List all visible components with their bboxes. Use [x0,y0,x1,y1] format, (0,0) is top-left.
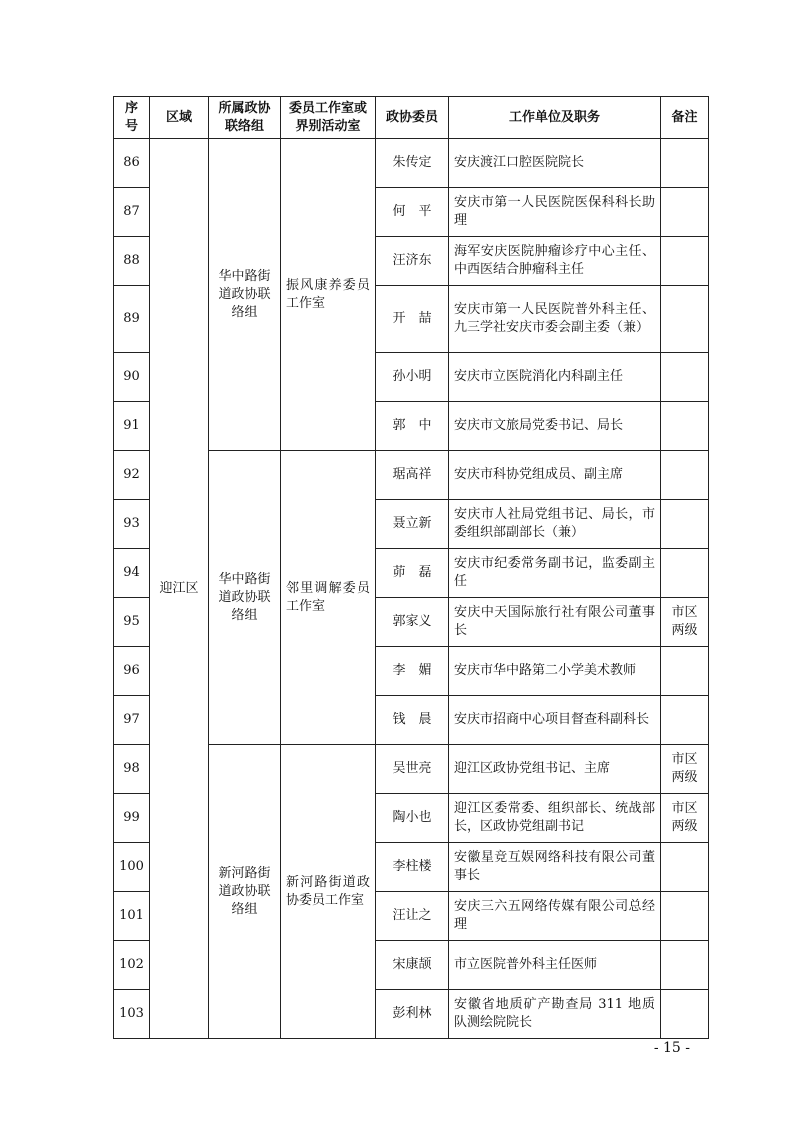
position-cell: 安庆市科协党组成员、副主席 [449,451,661,500]
member-name: 郭 中 [376,402,449,451]
note-cell [661,237,709,286]
seq-cell: 95 [114,598,150,647]
seq-cell: 92 [114,451,150,500]
position-cell: 海军安庆医院肿瘤诊疗中心主任、中西医结合肿瘤科主任 [449,237,661,286]
position-cell: 安庆市人社局党组书记、局长，市委组织部副部长（兼） [449,500,661,549]
position-cell: 安庆渡江口腔医院院长 [449,139,661,188]
position-cell: 安庆三六五网络传媒有限公司总经理 [449,892,661,941]
member-name: 汪济东 [376,237,449,286]
seq-cell: 88 [114,237,150,286]
member-name: 汪让之 [376,892,449,941]
note-cell: 市区两级 [661,794,709,843]
header-studio: 委员工作室或界别活动室 [281,97,376,139]
note-cell [661,990,709,1039]
note-cell [661,353,709,402]
member-name: 钱 晨 [376,696,449,745]
note-cell [661,451,709,500]
header-member: 政协委员 [376,97,449,139]
seq-cell: 90 [114,353,150,402]
group-cell: 新河路街道政协联络组 [209,745,281,1039]
note-cell [661,647,709,696]
member-name: 宋康颉 [376,941,449,990]
member-name: 郭家义 [376,598,449,647]
seq-cell: 89 [114,286,150,353]
seq-cell: 101 [114,892,150,941]
position-cell: 安庆市华中路第二小学美术教师 [449,647,661,696]
position-cell: 安庆市纪委常务副书记，监委副主任 [449,549,661,598]
member-name: 李 媚 [376,647,449,696]
header-position: 工作单位及职务 [449,97,661,139]
note-cell [661,843,709,892]
note-cell: 市区两级 [661,745,709,794]
seq-cell: 103 [114,990,150,1039]
seq-cell: 91 [114,402,150,451]
seq-cell: 93 [114,500,150,549]
seq-cell: 94 [114,549,150,598]
position-cell: 市立医院普外科主任医师 [449,941,661,990]
member-name: 茆 磊 [376,549,449,598]
table-row [114,139,709,188]
position-cell: 迎江区委常委、组织部长、统战部长，区政协党组副书记 [449,794,661,843]
note-cell: 市区两级 [661,598,709,647]
member-name: 陶小也 [376,794,449,843]
header-region: 区域 [150,97,209,139]
studio-cell: 邻里调解委员工作室 [281,451,376,745]
member-name: 吴世亮 [376,745,449,794]
seq-cell: 100 [114,843,150,892]
seq-cell: 86 [114,139,150,188]
position-cell: 安庆中天国际旅行社有限公司董事长 [449,598,661,647]
region-cell: 迎江区 [150,139,209,1039]
member-name: 何 平 [376,188,449,237]
group-cell: 华中路街道政协联络组 [209,451,281,745]
note-cell [661,500,709,549]
note-cell [661,402,709,451]
seq-cell: 87 [114,188,150,237]
header-row [114,97,709,139]
member-name: 琚高祥 [376,451,449,500]
studio-cell: 振风康养委员工作室 [281,139,376,451]
member-name: 彭利林 [376,990,449,1039]
position-cell: 迎江区政协党组书记、主席 [449,745,661,794]
note-cell [661,549,709,598]
seq-cell: 98 [114,745,150,794]
note-cell [661,188,709,237]
seq-cell: 99 [114,794,150,843]
position-cell: 安庆市第一人民医院普外科主任、九三学社安庆市委会副主委（兼） [449,286,661,353]
position-cell: 安徽省地质矿产勘查局 311 地质队测绘院院长 [449,990,661,1039]
seq-cell: 97 [114,696,150,745]
header-group: 所属政协联络组 [209,97,281,139]
header-seq: 序号 [114,97,150,139]
note-cell [661,941,709,990]
member-name: 李柱楼 [376,843,449,892]
committee-roster-table [113,96,709,1039]
note-cell [661,892,709,941]
position-cell: 安徽星竞互娱网络科技有限公司董事长 [449,843,661,892]
studio-cell: 新河路街道政协委员工作室 [281,745,376,1039]
position-cell: 安庆市招商中心项目督查科副科长 [449,696,661,745]
member-name: 朱传定 [376,139,449,188]
group-cell: 华中路街道政协联络组 [209,139,281,451]
seq-cell: 96 [114,647,150,696]
member-name: 聂立新 [376,500,449,549]
page-number: - 15 - [653,1040,690,1056]
header-note: 备注 [661,97,709,139]
note-cell [661,696,709,745]
seq-cell: 102 [114,941,150,990]
note-cell [661,286,709,353]
member-name: 孙小明 [376,353,449,402]
position-cell: 安庆市文旅局党委书记、局长 [449,402,661,451]
position-cell: 安庆市立医院消化内科副主任 [449,353,661,402]
position-cell: 安庆市第一人民医院医保科科长助理 [449,188,661,237]
member-name: 开 喆 [376,286,449,353]
note-cell [661,139,709,188]
